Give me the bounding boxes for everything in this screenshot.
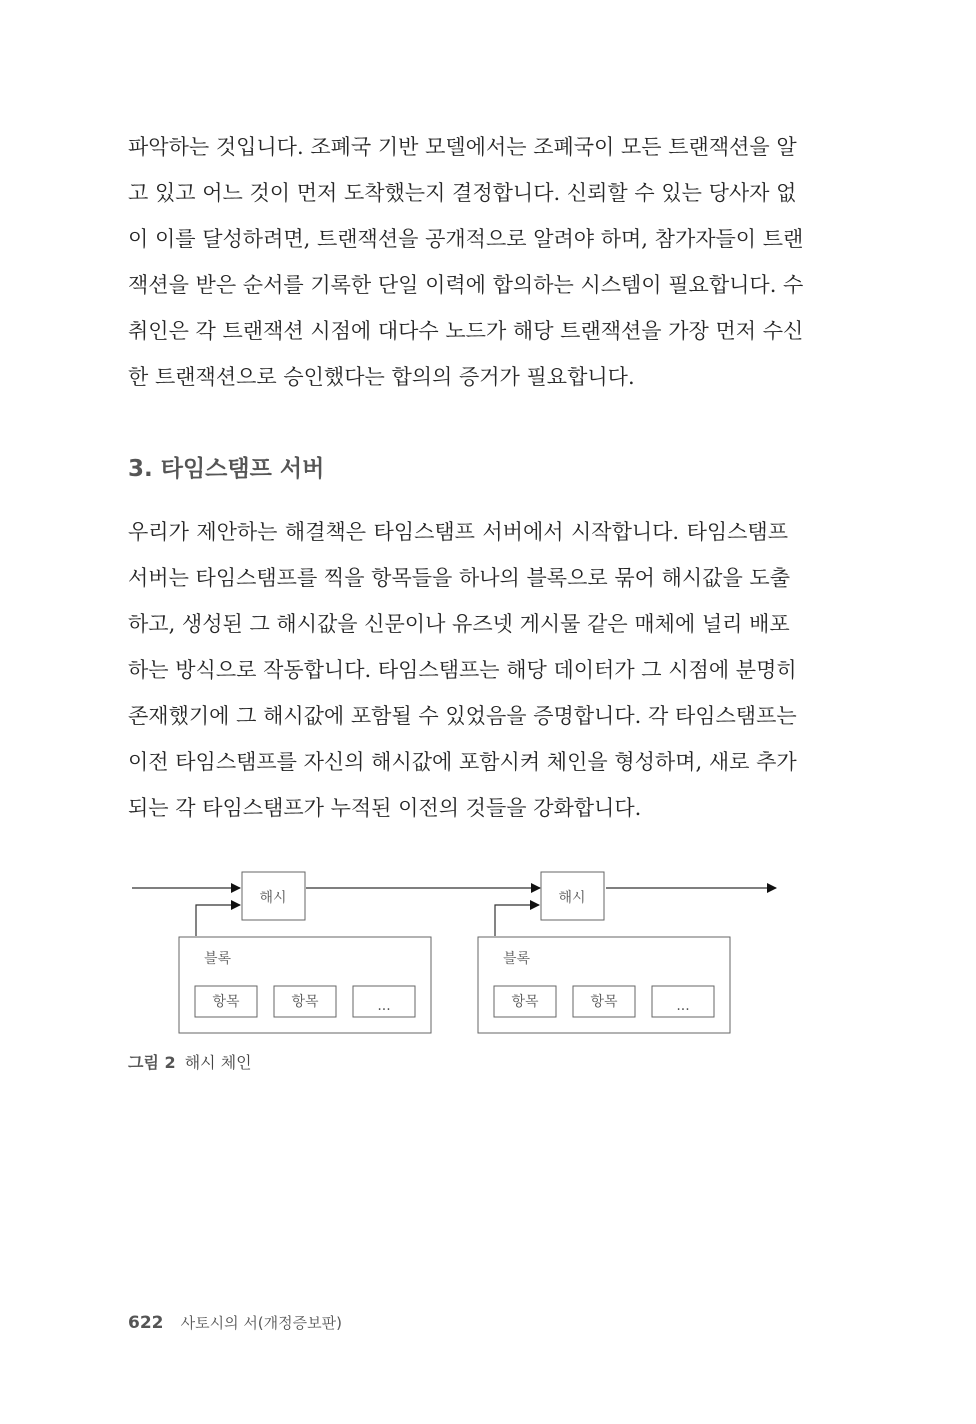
block-label-1: 블록 (204, 951, 232, 967)
page-number: 622 (128, 1313, 164, 1333)
paragraph-line: 하는 방식으로 작동합니다. 타임스탬프는 해당 데이터가 그 시점에 분명히 (128, 658, 797, 682)
paragraph-line: 우리가 제안하는 해결책은 타임스탬프 서버에서 시작합니다. 타임스탬프 (128, 520, 788, 544)
figure-caption-label: 그림 2 (128, 1053, 176, 1072)
paragraph-line: 하고, 생성된 그 해시값을 신문이나 유즈넷 게시물 같은 매체에 널리 배포 (128, 612, 790, 636)
paragraph-line: 고 있고 어느 것이 먼저 도착했는지 결정합니다. 신뢰할 수 있는 당사자 없 (128, 181, 797, 205)
figure-caption-text: 해시 체인 (184, 1053, 252, 1072)
item-label: ... (676, 998, 690, 1014)
section-heading: 3. 타임스탬프 서버 (128, 456, 325, 482)
paragraph-line: 이 이를 달성하려면, 트랜잭션을 공개적으로 알려야 하며, 참가자들이 트랜 (128, 227, 804, 251)
item-label: 항목 (590, 994, 618, 1010)
hash-chain-diagram (120, 862, 800, 1042)
hash-label-1: 해시 (259, 890, 287, 906)
paragraph-line: 취인은 각 트랜잭션 시점에 대다수 노드가 해당 트랜잭션을 가장 먼저 수신 (128, 319, 804, 343)
hash-chain-svg (120, 862, 800, 1042)
block-to-hash-connector-1 (196, 905, 240, 936)
book-title: 사토시의 서(개정증보판) (180, 1314, 342, 1332)
block-label-2: 블록 (503, 951, 531, 967)
item-label: 항목 (212, 994, 240, 1010)
item-label: 항목 (291, 994, 319, 1010)
paragraph-line: 되는 각 타임스탬프가 누적된 이전의 것들을 강화합니다. (128, 796, 642, 820)
paragraph-line: 잭션을 받은 순서를 기록한 단일 이력에 합의하는 시스템이 필요합니다. 수 (128, 273, 804, 297)
page-footer (128, 1312, 342, 1333)
paragraph-line: 파악하는 것입니다. 조폐국 기반 모델에서는 조폐국이 모든 트랜잭션을 알 (128, 135, 797, 159)
paragraph-line: 이전 타임스탬프를 자신의 해시값에 포함시켜 체인을 형성하며, 새로 추가 (128, 750, 797, 774)
paragraph-intro (128, 124, 804, 400)
item-label: ... (377, 998, 391, 1014)
paragraph-line: 존재했기에 그 해시값에 포함될 수 있었음을 증명합니다. 각 타임스탬프는 (128, 704, 797, 728)
paragraph-timestamp-server (128, 509, 797, 831)
paragraph-line: 한 트랜잭션으로 승인했다는 합의의 증거가 필요합니다. (128, 365, 635, 389)
hash-label-2: 해시 (558, 890, 586, 906)
paragraph-line: 서버는 타임스탬프를 찍을 항목들을 하나의 블록으로 묶어 해시값을 도출 (128, 566, 790, 590)
figure-caption (128, 1050, 252, 1073)
item-label: 항목 (511, 994, 539, 1010)
block-to-hash-connector-2 (495, 905, 539, 936)
